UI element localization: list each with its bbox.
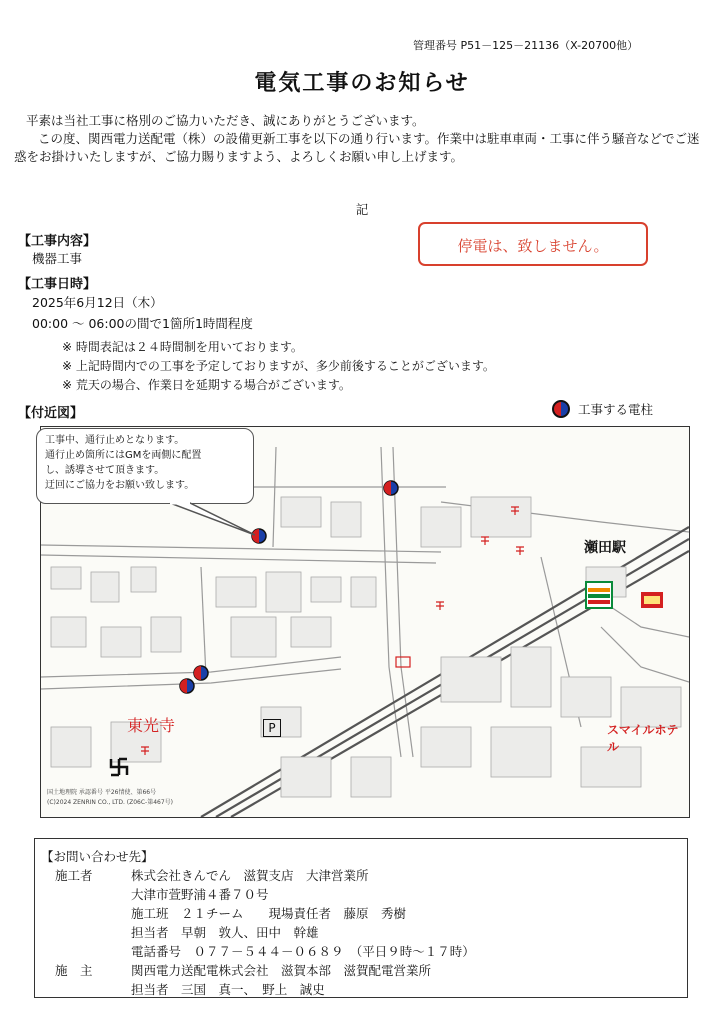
owner-staff: 担当者 三国 真一、 野上 誠史 <box>131 982 325 997</box>
callout-pointer <box>150 500 270 540</box>
no-outage-notice: 停電は、致しません。 <box>418 222 648 266</box>
callout-line-2: 通行止め箇所にはGMを両側に配置 <box>45 450 202 461</box>
contractor-label: 施工者 <box>55 868 93 883</box>
callout-line-1: 工事中、通行止めとなります。 <box>45 435 185 446</box>
seven-eleven-icon <box>586 582 612 608</box>
map-legend <box>552 400 653 418</box>
contractor-phone: 電話番号 ０７７－５４４－０６８９ （平日９時～１７時） <box>131 944 475 959</box>
contact-header: 【お問い合わせ先】 <box>41 849 154 864</box>
map-copyright-2: (C)2024 ZENRIN CO., LTD. (Z06C-第467号) <box>47 799 174 806</box>
management-number: 管理番号 P51－125－21136（X-20700他） <box>413 39 639 52</box>
contractor-address: 大津市萱野浦４番７０号 <box>131 887 269 902</box>
work-content-label: 【工事内容】 <box>18 234 97 249</box>
contractor-crew: 施工班 ２１チーム 現場責任者 藤原 秀樹 <box>131 906 407 921</box>
note-1: ※ 時間表記は２４時間制を用いております。 <box>62 340 303 354</box>
contractor-staff: 担当者 早朝 敦人、田中 幹雄 <box>131 925 319 940</box>
shop-icon <box>641 592 663 608</box>
road-closure-callout <box>36 428 254 504</box>
intro-text <box>14 112 704 166</box>
intro-paragraph-1: 平素は当社工事に格別のご協力いただき、誠にありがとうございます。 <box>26 113 425 128</box>
contact-box <box>34 838 688 998</box>
hotel-label: スマイルホテル <box>607 723 679 754</box>
parking-icon: P <box>263 719 281 737</box>
intro-paragraph-2: この度、関西電力送配電（株）の設備更新工事を以下の通り行います。作業中は駐車車両・工事に伴う騒音などでご迷惑をお掛けいたしますが、ご協力賜りますよう、よろしくお願い申し上げます。 <box>14 131 700 164</box>
note-2: ※ 上記時間内での工事を予定しておりますが、多少前後することがございます。 <box>62 359 495 373</box>
work-datetime-label: 【工事日時】 <box>18 277 97 292</box>
legend-text: 工事する電柱 <box>578 402 654 417</box>
owner-label: 施 主 <box>55 963 93 978</box>
station-label: 瀬田駅 <box>584 540 626 556</box>
map-label: 【付近図】 <box>18 406 84 421</box>
note-3: ※ 荒天の場合、作業日を延期する場合がございます。 <box>62 378 351 392</box>
callout-line-4: 迂回にご協力をお願い致します。 <box>45 480 195 491</box>
owner-company: 関西電力送配電株式会社 滋賀本部 滋賀配電営業所 <box>131 963 432 978</box>
work-date: 2025年6月12日（木） <box>32 295 163 310</box>
work-time: 00:00 ～ 06:00の間で1箇所1時間程度 <box>32 316 253 331</box>
page-title: 電気工事のお知らせ <box>254 71 470 96</box>
work-content-value: 機器工事 <box>32 251 83 266</box>
callout-line-3: し、誘導させて頂きます。 <box>45 465 165 476</box>
utility-pole-icon <box>552 400 570 418</box>
temple-label: 東光寺 <box>127 716 176 735</box>
contractor-company: 株式会社きんでん 滋賀支店 大津営業所 <box>131 868 369 883</box>
ki-mark: 記 <box>355 202 369 217</box>
map-copyright-1: 国土地理院 承認番号 平26情使、第66号 <box>47 789 157 796</box>
